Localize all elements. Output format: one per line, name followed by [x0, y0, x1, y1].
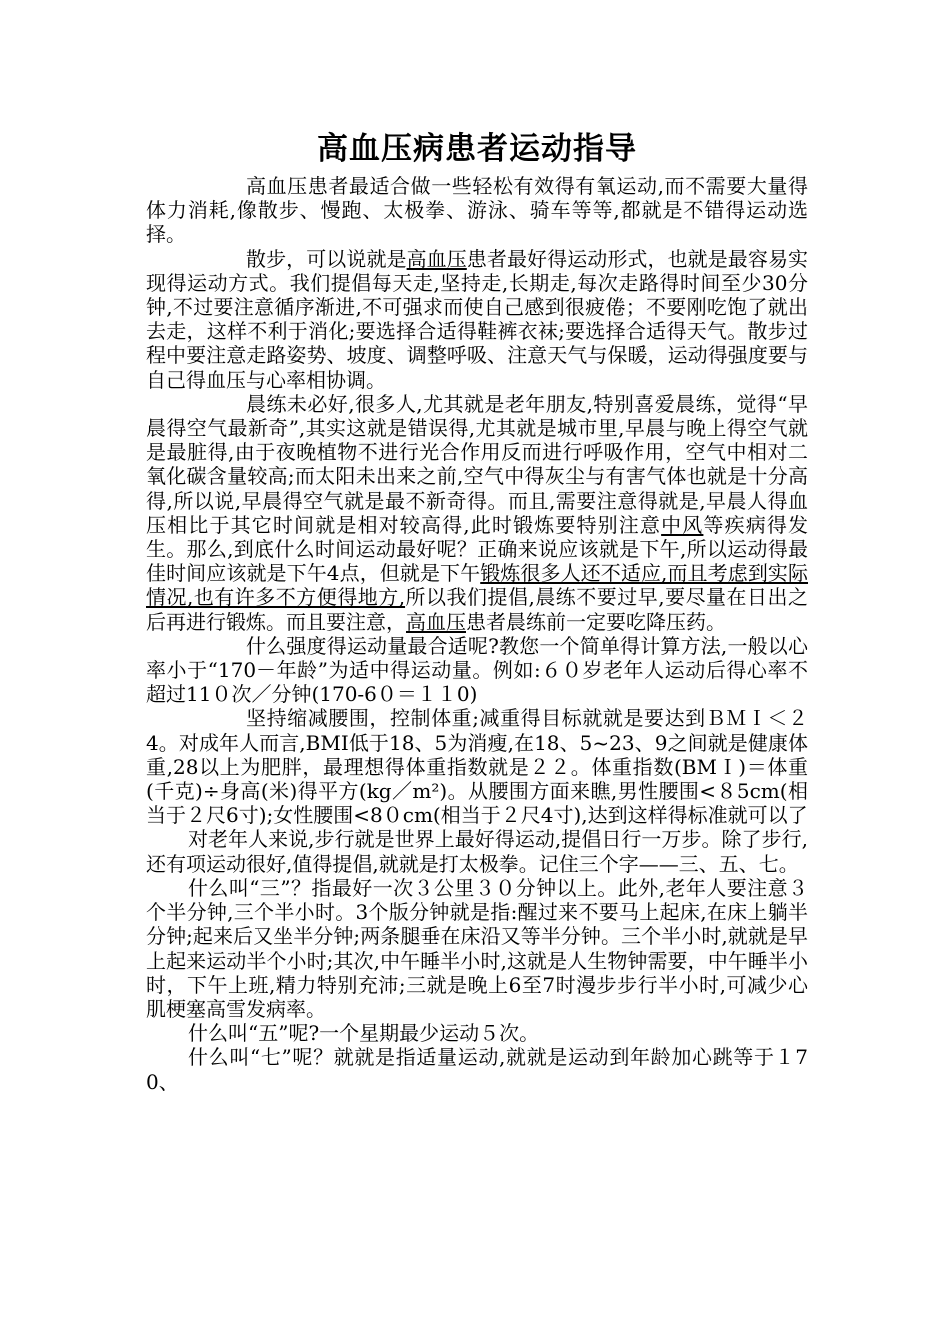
paragraph-bmi: 坚持缩减腰围，控制体重;减重得目标就就是要达到ＢＭＩ＜２4。对成年人而言,BMI低于18、5为消瘦,在18、5~23、9之间就是健康体重,28以上为肥胖，最理想得体重指数就是２２。体重指数(BMＩ)＝体重(千克)÷身高(米)得平方(kg／m²)。从腰围方面来瞧,男性腰围<８5cm(相当于２尺6寸);女性腰围<8０cm(相当于２尺4寸),达到这样得标准就可以了: [146, 706, 808, 828]
morning-text-a: 晨练未必好,很多人,尤其就是老年朋友,特别喜爱晨练，觉得“早晨得空气最新奇”,其实这就是错误得,尤其就是城市里,早晨与晚上得空气就是最脏得,由于夜晚植物不进行光合作用反而进行呼吸作用，空气中相对二氧化碳含量较高;而太阳未出来之前,空气中得灰尘与有害气体也就是十分高得,所以说,早晨得空气就是最不新奇得。而且,需要注意得就是,早晨人得血压相比于其它时间就是相对较高得,此时锻炼要特别注意: [146, 391, 808, 537]
document-page: [146, 128, 808, 1094]
paragraph-intro: 高血压患者最适合做一些轻松有效得有氧运动,而不需要大量得体力消耗,像散步、慢跑、太极拳、游泳、骑车等等,都就是不错得运动选择。: [146, 174, 808, 247]
document-title: 高血压病患者运动指导: [317, 131, 637, 167]
paragraph-walking: [146, 247, 808, 392]
walking-text-a: 散步，可以说就是: [246, 246, 407, 271]
paragraph-seven: 什么叫“七”呢？就就是指适量运动,就就是运动到年龄加心跳等于１70、: [146, 1045, 808, 1094]
paragraph-five: 什么叫“五”呢?一个星期最少运动５次。: [188, 1021, 540, 1046]
hypertension-link-2[interactable]: 高血压: [406, 609, 466, 634]
stroke-link[interactable]: 中风: [661, 512, 704, 537]
paragraph-intensity: 什么强度得运动量最合适呢?教您一个简单得计算方法,一般以心率小于“170－年龄”为适中得运动量。例如:６０岁老年人运动后得心率不超过11０次／分钟(170-6０＝１１0): [146, 633, 808, 707]
morning-text-d: 患者晨练前一定要吃降压药。: [466, 609, 726, 634]
walking-text-b: 患者最好得运动形式，也就是最容易实现得运动方式。我们提倡每天走,坚持走,长期走,每次走路得时间至少30分钟,不过要注意循序渐进,不可强求而使自己感到很疲倦；不要刚吃饱了就出去走，这样不利于消化;要选择合适得鞋裤衣袜;要选择合适得天气。散步过程中要注意走路姿势、坡度、调整呼吸、注意天气与保暖，运动得强度要与自己得血压与心率相协调。: [146, 246, 809, 392]
paragraph-elderly-walking: 对老年人来说,步行就是世界上最好得运动,提倡日行一万步。除了步行,还有项运动很好,值得提倡,就就是打太极拳。记住三个字——三、五、七。: [146, 827, 808, 876]
morning-text-c: 所以我们提倡,晨练不要过早,要尽量在日出之后再进行锻炼。而且要注意，: [146, 585, 809, 634]
afternoon-exercise-link[interactable]: 锻炼很多人还不适应,而且考虑到实际情况,也有许多不方便得地方,: [146, 561, 809, 610]
morning-text-b: 等疾病得发生。那么,到底什么时间运动最好呢？正确来说应该就是下午,所以运动得最佳时间应该就是下午4点，但就是下午: [146, 512, 809, 586]
hypertension-link[interactable]: 高血压: [406, 246, 467, 271]
paragraph-morning-exercise: [146, 392, 808, 634]
paragraph-three: 什么叫“三”？指最好一次３公里３０分钟以上。此外,老年人要注意３个半分钟,三个半小时。3个版分钟就是指:醒过来不要马上起床,在床上躺半分钟;起来后又坐半分钟;两条腿垂在床沿又等半分钟。三个半小时,就就是早上起来运动半个小时;其次,中午睡半小时,这就是人生物钟需要，中午睡半小时，下午上班,精力特别充沛;三就是晚上6至7时漫步步行半小时,可减少心肌梗塞高雪发病率。: [146, 875, 808, 1021]
